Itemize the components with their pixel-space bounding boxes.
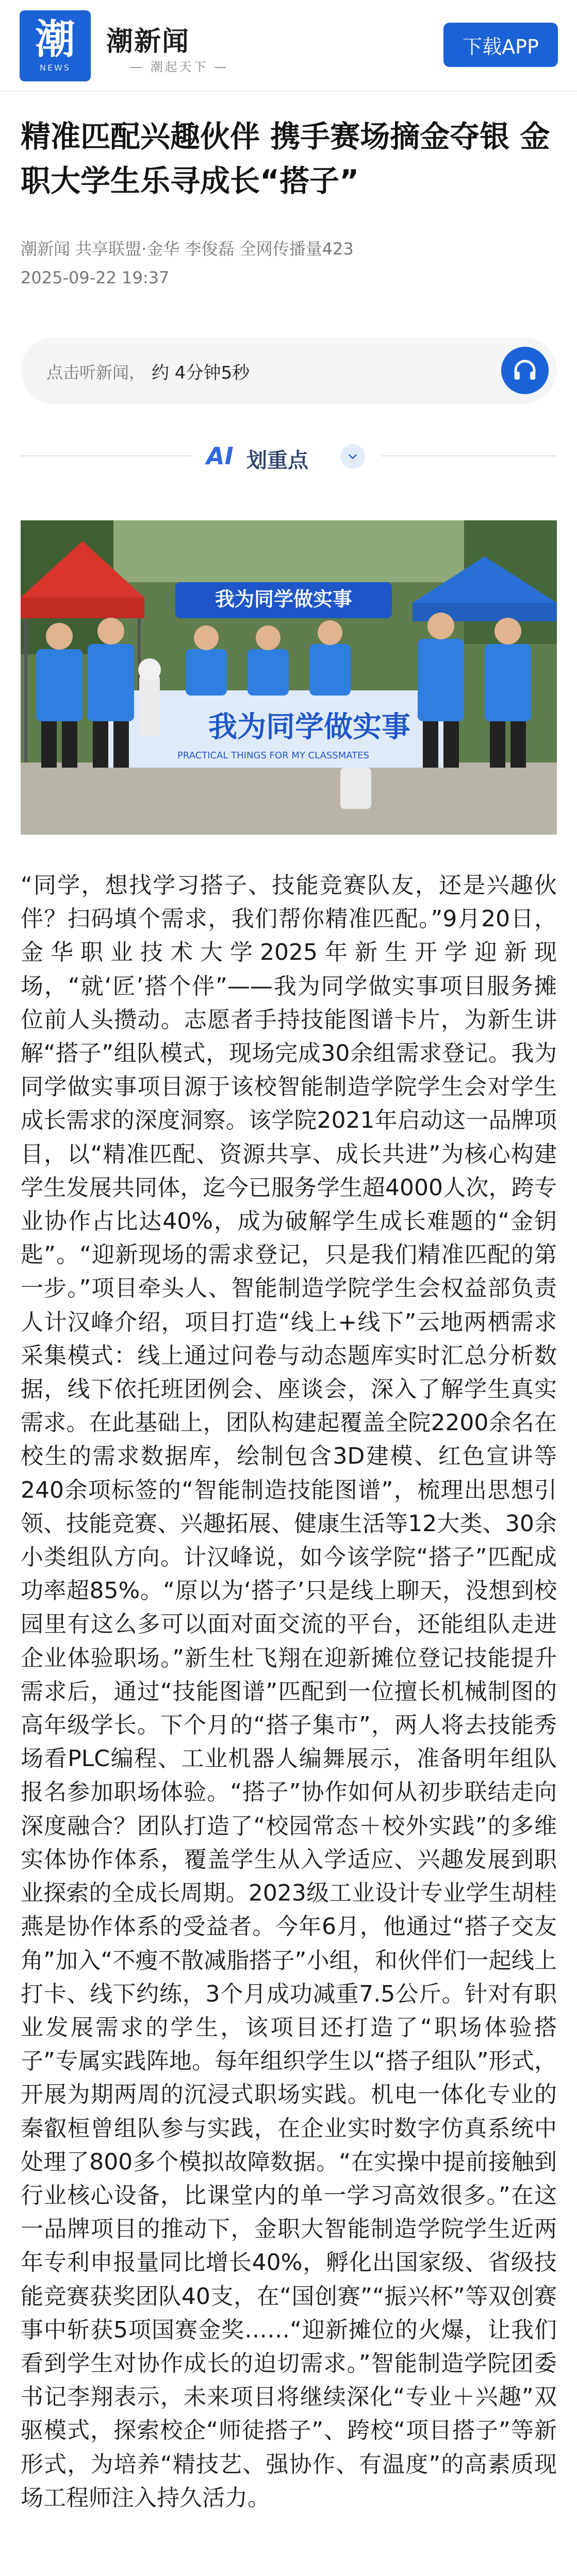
- chevron-down-icon: [347, 451, 358, 462]
- divider-left: [21, 455, 191, 456]
- ai-badge: AI: [206, 442, 234, 470]
- expand-toggle[interactable]: [340, 444, 365, 469]
- ai-key-points-label: 划重点: [246, 449, 308, 472]
- listen-news-bar[interactable]: [21, 337, 557, 404]
- play-audio-button[interactable]: [501, 347, 549, 394]
- divider-right: [382, 455, 557, 456]
- article-body: “同学，想找学习搭子、技能竞赛队友，还是兴趣伙伴？扫码填个需求，我们帮你精准匹配。”9月20日，金华职业技术大学2025年新生开学迎新现场，“就‘匠’搭个伴”——我为同学做实事项目服务摊位前人头攒动。志愿者手持技能图谱卡片，为新生讲解“搭子”组队模式，现场完成30余组需求登记。我为同学做实事项目源于该校智能制造学院学生会对学生成长需求的深度洞察。该学院2021年启动这一品牌项目，以“精准匹配、资源共享、成长共进”为核心构建学生发展共同体，迄今已服务学生超4000人次，跨专业协作占比达40%，成为破解学生成长难题的“金钥匙”。“迎新现场的需求登记，只是我们精准匹配的第一步。”项目牵头人、智能制造学院学生会权益部负责人计汉峰介绍，项目打造“线上+线下”云地两栖需求采集模式：线上通过问卷与动态题库实时汇总分析数据，线下依托班团例会、座谈会，深入了解学生真实需求。在此基础上，团队构建起覆盖全院2200余名在校生的需求数据库，绘制包含3D建模、红色宣讲等240余项标签的“智能制造技能图谱”，梳理出思想引领、技能竞赛、兴趣拓展、健康生活等12大类、30余小类组队方向。计汉峰说，如今该学院“搭子”匹配成功率超85%。“原以为‘搭子’只是线上聊天，没想到校园里有这么多可以面对面交流的平台，还能组队走进企业体验职场。”新生杜飞翔在迎新摊位登记技能提升需求后，通过“技能图谱”匹配到一位擅长机械制图的高年级学长。下个月的“搭子集市”，两人将去技能秀场看PLC编程、工业机器人编舞展示，准备明年组队报名参加职场体验。“搭子”协作如何从初步联结走向深度融合？团队打造了“校园常态＋校外实践”的多维实体协作体系，覆盖学生从入学适应、兴趣发展到职业探索的全成长周期。2023级工业设计专业学生胡桂燕是协作体系的受益者。今年6月，他通过“搭子交友角”加入“不瘦不散减脂搭子”小组，和伙伴们一起线上打卡、线下约练，3个月成功减重7.5公斤。针对有职业发展需求的学生，该项目还打造了“职场体验搭子”专属实践阵地。每年组织学生以“搭子组队”形式，开展为期两周的沉浸式职场实践。机电一体化专业的秦叡桓曾组队参与实践，在企业实时数字仿真系统中处理了800多个模拟故障数据。“在实操中提前接触到行业核心设备，比课堂内的单一学习高效很多。”在这一品牌项目的推动下，金职大智能制造学院学生近两年专利申报量同比增长40%，孵化出国家级、省级技能竞赛获奖团队40支，在“国创赛”“振兴杯”等双创赛事中斩获5项国赛金奖……“迎新摊位的火爆，让我们看到学生对协作成长的迫切需求。”智能制造学院团委书记李翔表示，未来项目将继续深化“专业＋兴趣”双驱模式，探索校企“师徒搭子”、跨校“项目搭子”等新形式，为培养“精技艺、强协作、有温度”的高素质现场工程师注入持久活力。: [21, 872, 557, 2511]
- photo-banner-small: PRACTICAL THINGS FOR MY CLASSMATES: [177, 750, 369, 761]
- article-title: 精准匹配兴趣伙伴 携手赛场摘金夺银 金职大学生乐寻成长“搭子”: [21, 119, 550, 198]
- app-header: [0, 0, 577, 92]
- photo-banner-main: 我为同学做实事: [208, 710, 410, 744]
- article-photo: [21, 520, 557, 835]
- app-logo-glyph: 潮: [35, 15, 75, 63]
- photo-illustration: [21, 520, 557, 835]
- headphone-icon: [511, 357, 539, 384]
- download-app-button[interactable]: 下载APP: [443, 23, 558, 67]
- photo-banner-top: 我为同学做实事: [215, 588, 353, 611]
- article-time: 2025-09-22 19:37: [21, 268, 170, 287]
- article-source: 潮新闻 共享联盟·金华 李俊磊 全网传播量423: [21, 239, 354, 259]
- listen-news-label: 点击听新闻，: [46, 363, 146, 382]
- app-logo-sub: NEWS: [39, 62, 71, 73]
- app-slogan: — 潮起天下 —: [130, 60, 229, 74]
- app-name: 潮新闻: [106, 26, 190, 57]
- ai-key-points[interactable]: [0, 433, 577, 479]
- app-logo: [20, 10, 91, 81]
- listen-duration: 约 4分钟5秒: [152, 363, 250, 383]
